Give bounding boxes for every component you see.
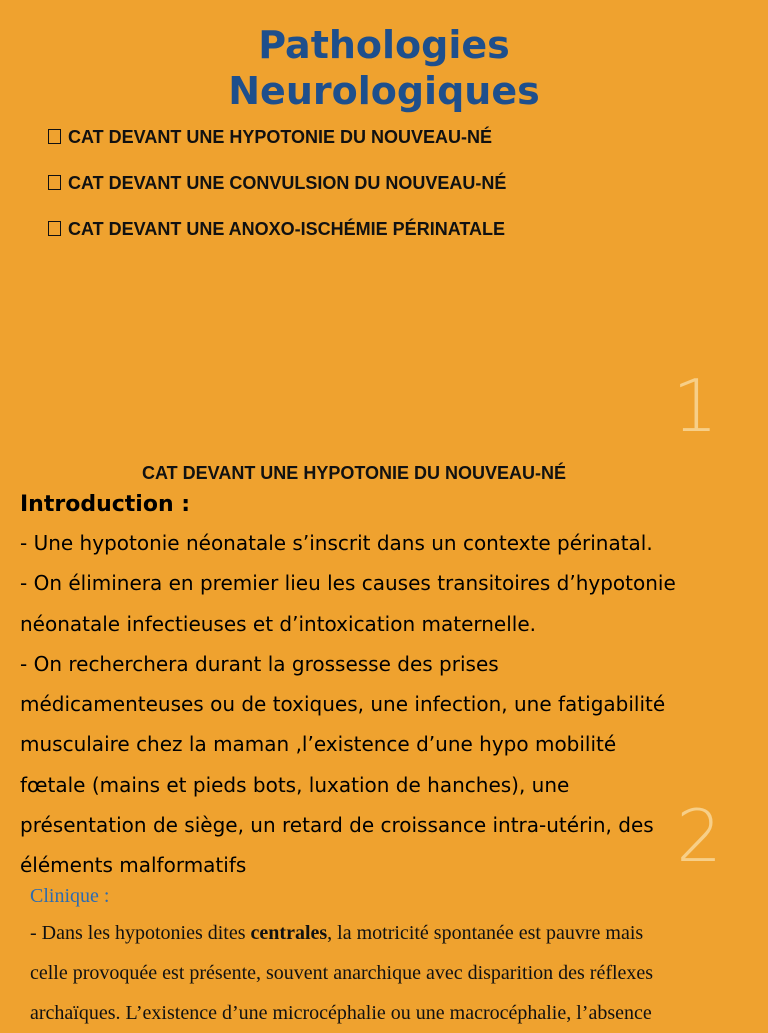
body-line: - On éliminera en premier lieu les causes transitoires d’hypotonie [20, 571, 676, 596]
body-line: - On recherchera durant la grossesse des prises [20, 651, 499, 676]
body-line: archaïques. L’existence d’une microcéphalie ou une macrocéphalie, l’absence [30, 1002, 652, 1024]
section-title: Introduction : [20, 492, 191, 517]
slide-body [30, 879, 750, 1033]
body-line: - Une hypotonie néonatale s’inscrit dans un contexte périnatal. [20, 531, 653, 555]
slide-number: 2 [676, 794, 722, 878]
body-line: présentation de siège, un retard de croissance intra-utérin, des [20, 813, 654, 838]
bullet-box-icon [48, 175, 61, 190]
topic-item [48, 170, 506, 216]
slide-number: 1 [672, 364, 718, 448]
topic-label: CAT DEVANT UNE HYPOTONIE DU NOUVEAU-NÉ [68, 127, 493, 147]
topic-item [48, 124, 506, 170]
bold-term: centrales [250, 922, 328, 944]
slide-title [0, 22, 768, 114]
topic-list [48, 124, 506, 262]
title-line-2: Neurologiques [228, 69, 540, 113]
body-line: éléments malformatifs [20, 853, 247, 878]
topic-label: CAT DEVANT UNE CONVULSION DU NOUVEAU-NÉ [68, 173, 507, 193]
topic-item [48, 216, 506, 262]
bullet-box-icon [48, 129, 61, 144]
body-line: médicamenteuses ou de toxiques, une infection, une fatigabilité [20, 692, 666, 717]
slide-2 [0, 455, 768, 878]
slide-body [20, 487, 760, 886]
bullet-box-icon [48, 221, 61, 236]
body-line: fœtale (mains et pieds bots, luxation de hanches), une [20, 772, 570, 797]
text-run: , la motricité spontanée est pauvre mais [327, 922, 644, 944]
section-title: Clinique : [30, 885, 110, 907]
text-run: - Dans les hypotonies dites [30, 922, 251, 944]
slide-heading: CAT DEVANT UNE HYPOTONIE DU NOUVEAU-NÉ [141, 463, 567, 483]
body-line [30, 913, 750, 953]
title-line-1: Pathologies [258, 23, 510, 67]
body-line: celle provoquée est présente, souvent anarchique avec disparition des réflexes [30, 962, 654, 984]
body-line: musculaire chez la maman ,l’existence d’une hypo mobilité [20, 732, 617, 757]
slide-3 [0, 865, 768, 1024]
slide-1 [0, 0, 768, 455]
body-line: néonatale infectieuses et d’intoxication maternelle. [20, 611, 536, 636]
topic-label: CAT DEVANT UNE ANOXO-ISCHÉMIE PÉRINATALE [68, 219, 506, 239]
